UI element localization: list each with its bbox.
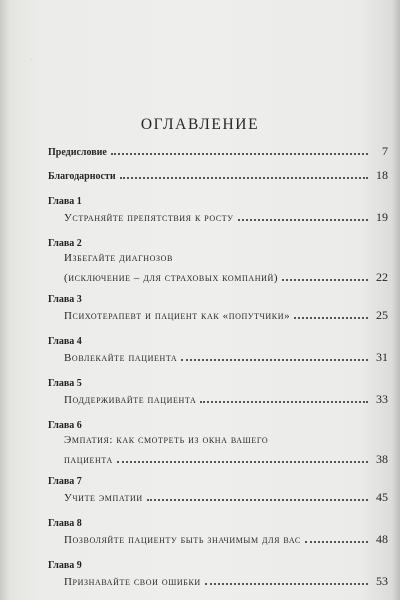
chapter-title: пациента: [64, 454, 113, 466]
toc-line: [64, 350, 388, 366]
toc-entry: [48, 196, 388, 224]
chapter-label: Глава 3: [48, 294, 82, 305]
bleed-through-page-number: .: [30, 52, 33, 62]
page-number: 19: [376, 210, 388, 224]
section-title: Благодарности: [48, 171, 116, 182]
chapter-title: Эмпатия: как смотреть из окна вашего: [64, 434, 269, 446]
toc-entry: [48, 518, 388, 546]
toc-line: [64, 270, 388, 286]
toc-line: [48, 144, 388, 160]
chapter-title: Вовлекайте пациента: [64, 352, 178, 364]
toc-line: [64, 434, 388, 450]
dot-leader: [305, 541, 368, 543]
page-number: 33: [376, 392, 388, 406]
toc-entry: [48, 144, 388, 164]
chapter-title: Психотерапевт и пациент как «попутчики»: [64, 310, 291, 322]
page-number: 38: [376, 452, 388, 466]
chapter-label: Глава 1: [48, 196, 82, 207]
chapter-label: Глава 7: [48, 476, 82, 487]
toc-line: [64, 392, 388, 408]
toc-entry: [48, 378, 388, 406]
toc-entry: [48, 294, 388, 322]
dot-leader: [111, 153, 368, 155]
toc-entry: [48, 336, 388, 364]
dot-leader: [200, 401, 368, 403]
chapter-title: Поддерживайте пациента: [64, 394, 197, 406]
toc-entry: [48, 168, 388, 188]
toc-entry: [48, 560, 388, 588]
toc-line: [64, 532, 388, 548]
dot-leader: [147, 499, 368, 501]
toc-entry: [48, 420, 388, 466]
chapter-label: Глава 2: [48, 238, 82, 249]
dot-leader: [205, 583, 368, 585]
dot-leader: [181, 359, 368, 361]
dot-leader: [120, 177, 368, 179]
toc-line: [64, 252, 388, 268]
page-number: 48: [376, 532, 388, 546]
page-number: 25: [376, 308, 388, 322]
page-number: 53: [376, 574, 388, 588]
chapter-label: Глава 5: [48, 378, 82, 389]
toc-entry: [48, 238, 388, 284]
toc-line: [64, 574, 388, 590]
dot-leader: [117, 461, 368, 463]
toc-line: [64, 308, 388, 324]
toc-line: [64, 210, 388, 226]
dot-leader: [282, 279, 368, 281]
chapter-title: Учите эмпатии: [64, 492, 143, 504]
chapter-title: Позволяйте пациенту быть значимым для вас: [64, 534, 301, 546]
chapter-title: Признавайте свои ошибки: [64, 576, 201, 588]
page-number: 45: [376, 490, 388, 504]
chapter-label: Глава 6: [48, 420, 82, 431]
page-number: 18: [376, 168, 388, 182]
chapter-label: Глава 9: [48, 560, 82, 571]
toc-title: ОГЛАВЛЕНИЕ: [140, 116, 260, 133]
chapter-label: Глава 8: [48, 518, 82, 529]
page-number: 7: [382, 144, 388, 158]
chapter-title: Устраняйте препятствия к росту: [64, 212, 234, 224]
chapter-label: Глава 4: [48, 336, 82, 347]
dot-leader: [238, 219, 368, 221]
page-number: 22: [376, 270, 388, 284]
toc-line: [64, 490, 388, 506]
chapter-title: Избегайте диагнозов: [64, 252, 173, 264]
chapter-title: (исключение – для страховых компаний): [64, 272, 279, 284]
dot-leader: [294, 317, 368, 319]
toc-line: [48, 168, 388, 184]
toc-entry: [48, 476, 388, 504]
section-title: Предисловие: [48, 147, 107, 158]
page-number: 31: [376, 350, 388, 364]
toc-line: [64, 452, 388, 468]
